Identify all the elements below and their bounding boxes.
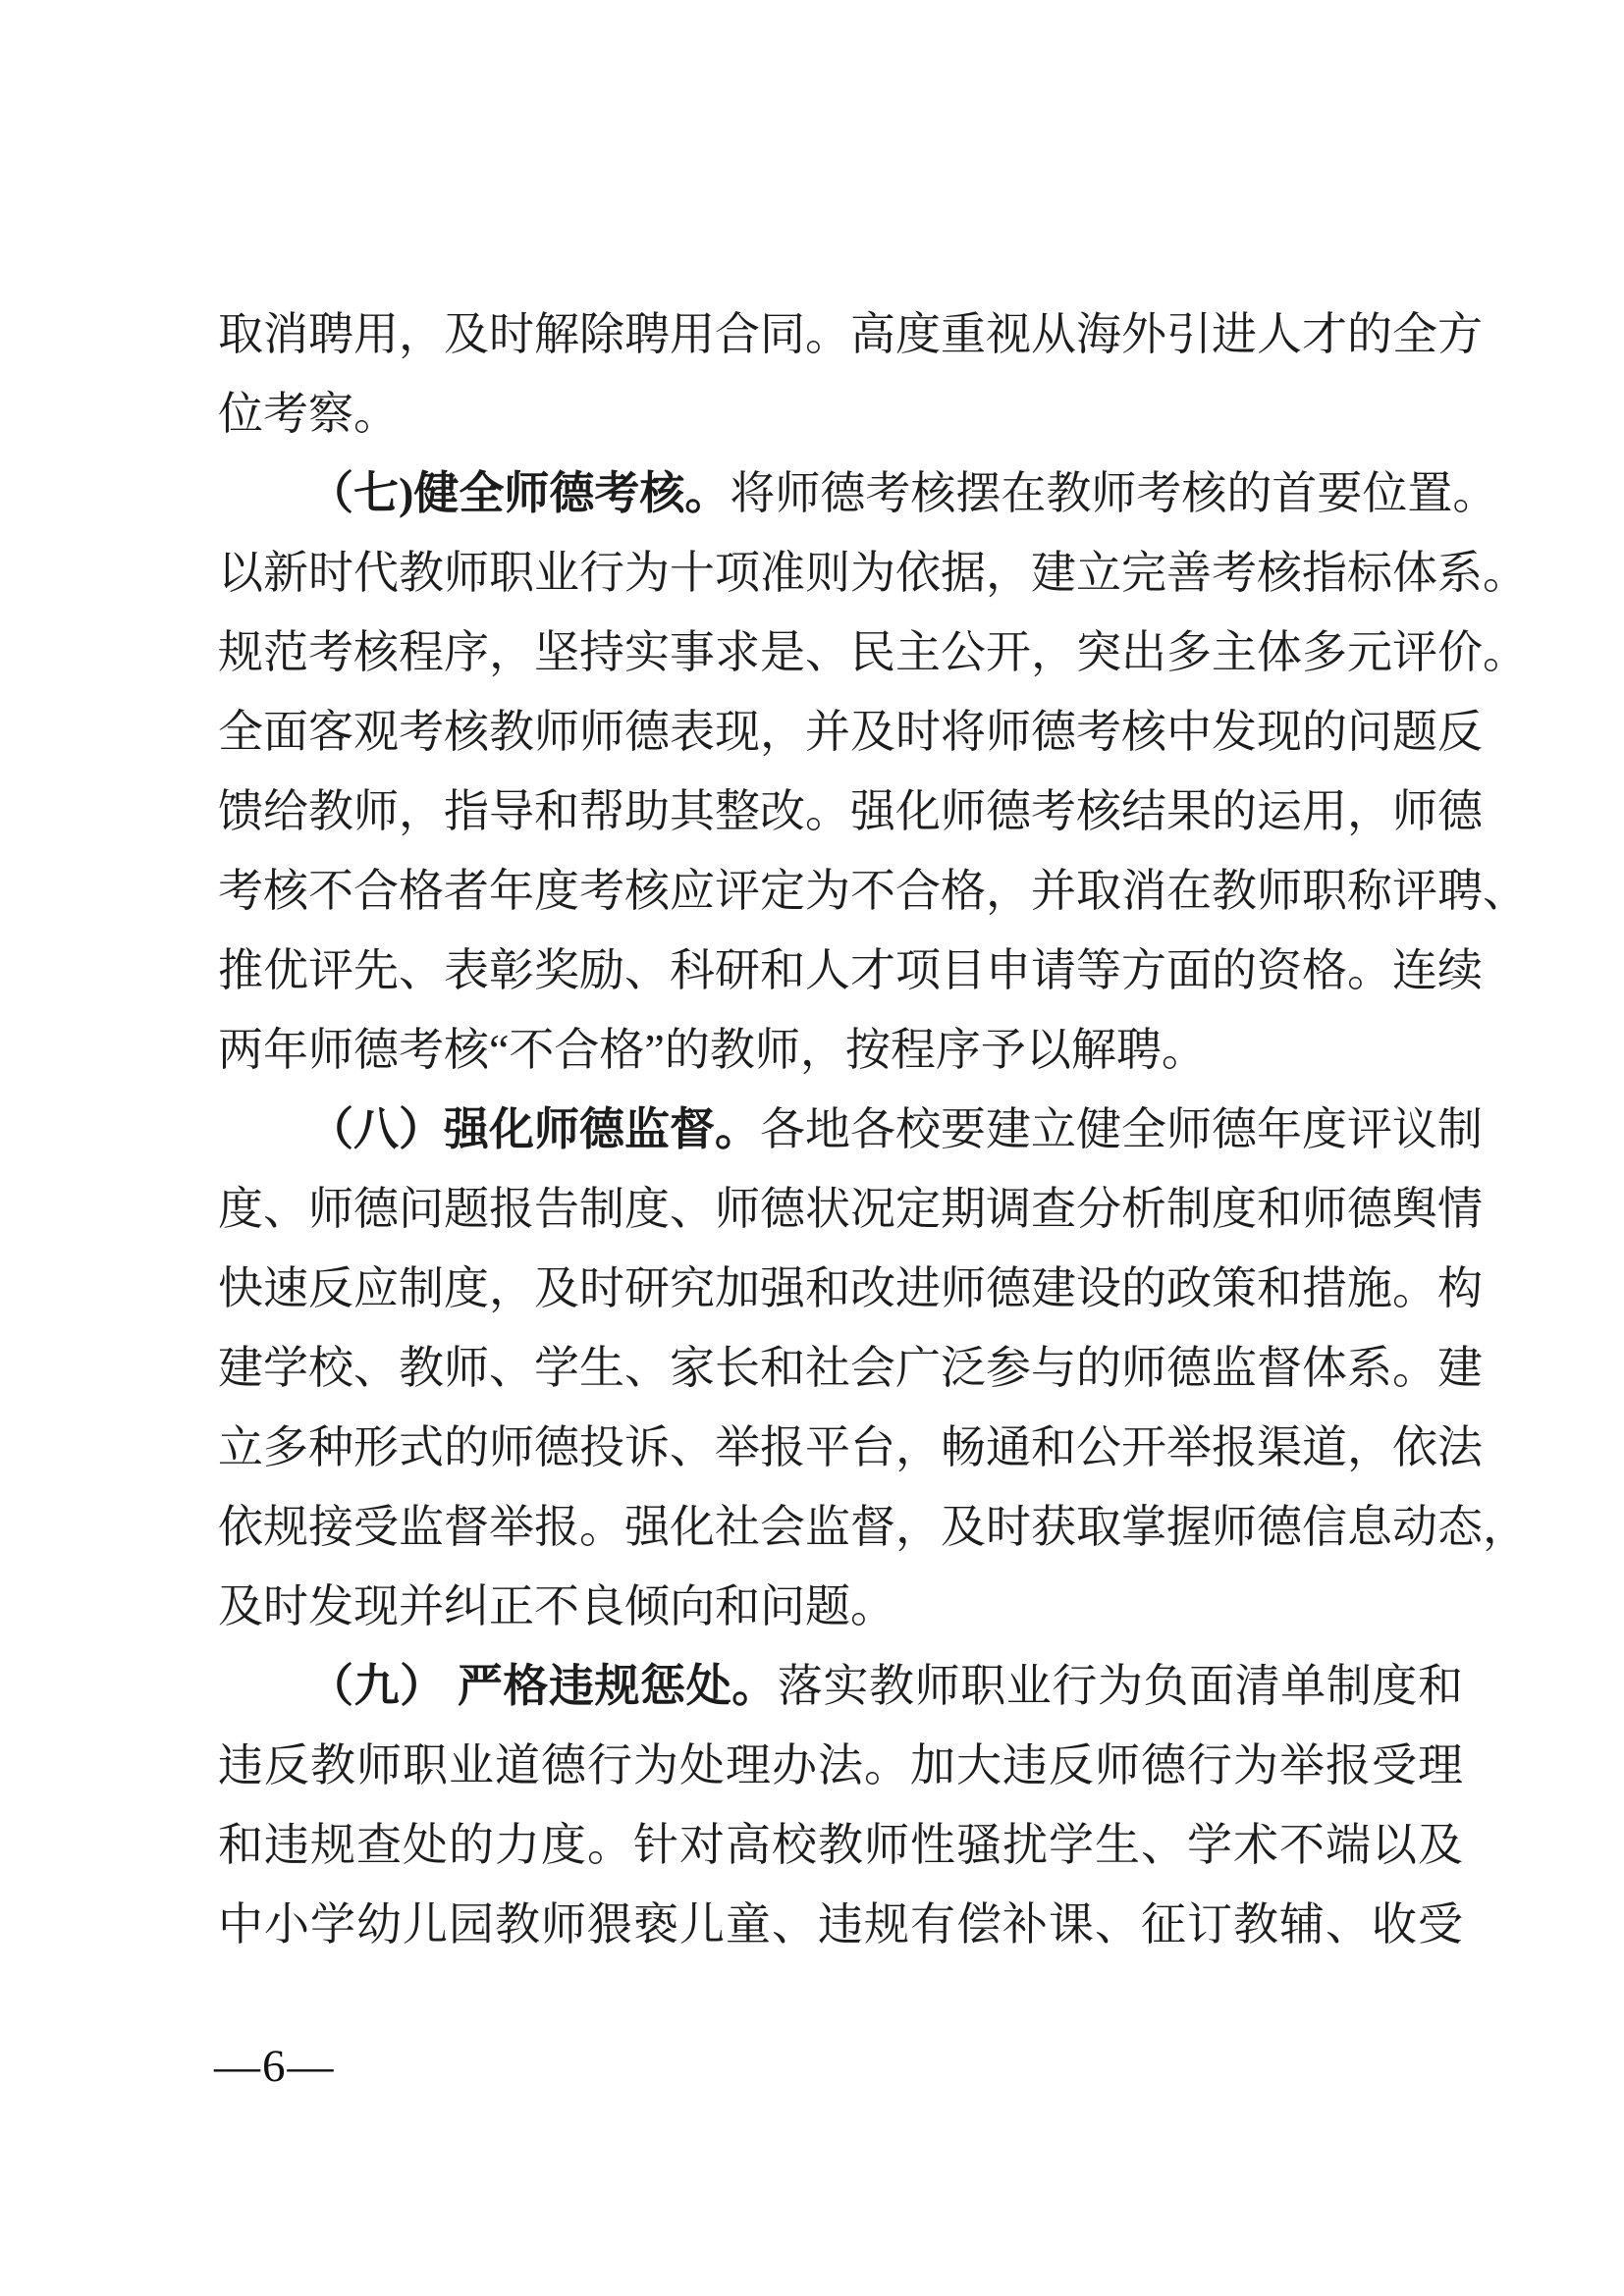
- line-text: 及时发现并纠正不良倾向和问题。: [218, 1581, 895, 1631]
- line-text: 立多种形式的师德投诉、举报平台，畅通和公开举报渠道，依法: [218, 1422, 1483, 1472]
- line-text: 中小学幼儿园教师猥亵儿童、违规有偿补课、征订教辅、收受: [218, 1899, 1463, 1949]
- line-text: 考核不合格者年度考核应评定为不合格，并取消在教师职称评聘、: [218, 866, 1528, 916]
- line-text: 落实教师职业行为负面清单制度和: [777, 1661, 1464, 1711]
- line-text: 快速反应制度，及时研究加强和改进师德建设的政策和措施。构: [218, 1263, 1483, 1313]
- line-text: 各地各校要建立健全师德年度评议制: [760, 1104, 1483, 1154]
- line-text: 依规接受监督举报。强化社会监督，及时获取掌握师德信息动态，: [218, 1502, 1528, 1552]
- text-line: [218, 533, 1528, 613]
- text-line: [218, 772, 1483, 851]
- line-text: 和违规查处的力度。针对高校教师性骚扰学生、学术不端以及: [218, 1820, 1463, 1870]
- line-text: 取消聘用，及时解除聘用合同。高度重视从海外引进人才的全方: [218, 309, 1483, 359]
- text-line: [218, 1328, 1483, 1408]
- paragraph-lead: （七)健全师德考核。: [308, 468, 731, 518]
- line-text: 馈给教师，指导和帮助其整改。强化师德考核结果的运用，师德: [218, 786, 1483, 836]
- line-text: 度、师德问题报告制度、师德状况定期调查分析制度和师德舆情: [218, 1184, 1483, 1234]
- text-line: [218, 1885, 1463, 1964]
- text-line: [218, 1646, 1463, 1726]
- line-text: 规范考核程序，坚持实事求是、民主公开，突出多主体多元评价。: [218, 627, 1528, 677]
- text-line: [218, 1010, 1463, 1090]
- paragraph-lead: （九） 严格违规惩处。: [308, 1661, 778, 1711]
- text-line: [218, 1169, 1483, 1249]
- text-line: [218, 1567, 1463, 1646]
- text-line: [218, 294, 1483, 374]
- line-text: 两年师德考核“不合格”的教师，按程序予以解聘。: [218, 1025, 1207, 1075]
- line-text: 建学校、教师、学生、家长和社会广泛参与的师德监督体系。建: [218, 1343, 1483, 1393]
- line-text: 将师德考核摆在教师考核的首要位置。: [730, 468, 1498, 518]
- text-line: [218, 1726, 1463, 1805]
- text-line: [218, 1249, 1483, 1328]
- text-line: [218, 613, 1528, 692]
- text-line: [218, 1090, 1483, 1169]
- line-text: 全面客观考核教师师德表现，并及时将师德考核中发现的问题反: [218, 707, 1483, 757]
- page-number: —6—: [214, 2041, 336, 2092]
- text-line: [218, 374, 1463, 454]
- text-line: [218, 1408, 1483, 1487]
- text-line: [218, 454, 1498, 533]
- text-line: [218, 1805, 1463, 1885]
- document-body: [218, 294, 1528, 1964]
- text-line: [218, 692, 1483, 772]
- text-line: [218, 851, 1528, 931]
- text-line: [218, 931, 1483, 1010]
- paragraph-lead: （八）强化师德监督。: [308, 1104, 760, 1154]
- line-text: 违反教师职业道德行为处理办法。加大违反师德行为举报受理: [218, 1740, 1463, 1790]
- line-text: 位考察。: [218, 389, 399, 439]
- line-text: 推优评先、表彰奖励、科研和人才项目申请等方面的资格。连续: [218, 945, 1483, 995]
- text-line: [218, 1487, 1528, 1567]
- line-text: 以新时代教师职业行为十项准则为依据，建立完善考核指标体系。: [218, 548, 1528, 598]
